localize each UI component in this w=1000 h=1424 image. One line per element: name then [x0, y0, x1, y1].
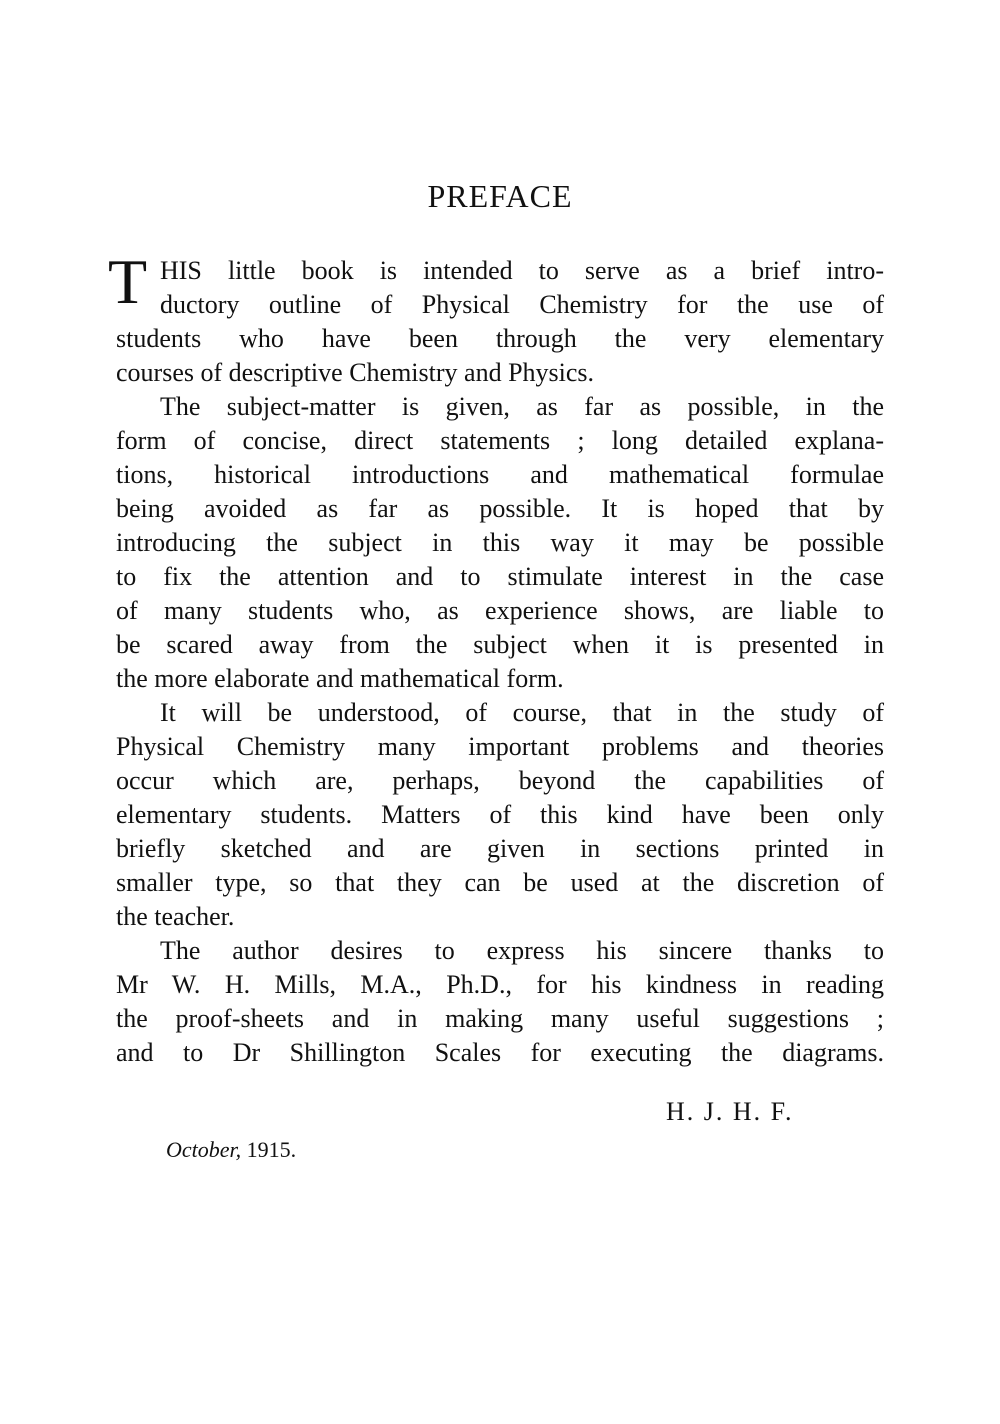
text-line: be scared away from the subject when it is presented in [116, 630, 884, 659]
drop-cap: T [108, 246, 148, 317]
text-line: form of concise, direct statements ; long detailed explana- [116, 426, 884, 455]
text-line: HIS little book is intended to serve as a brief intro- [160, 256, 884, 285]
text-line: elementary students. Matters of this kind have been only [116, 800, 884, 829]
text-line: courses of descriptive Chemistry and Physics. [116, 358, 595, 387]
text-line: the proof-sheets and in making many useful suggestions ; [116, 1004, 884, 1033]
text-line: ductory outline of Physical Chemistry for the use of [160, 290, 884, 319]
text-line: being avoided as far as possible. It is hoped that by [116, 494, 884, 523]
date-year: 1915. [246, 1137, 297, 1162]
text-line: to fix the attention and to stimulate interest in the case [116, 562, 884, 591]
text-line: the teacher. [116, 902, 235, 931]
signature: H. J. H. F. [666, 1097, 794, 1126]
text-line: students who have been through the very elementary [116, 324, 884, 353]
date-month: October, [166, 1137, 242, 1162]
text-line: smaller type, so that they can be used at the discretion of [116, 868, 884, 897]
date [166, 1135, 296, 1165]
page-title: PREFACE [427, 178, 573, 214]
text-line: and to Dr Shillington Scales for executing the diagrams. [116, 1038, 884, 1067]
text-line: introducing the subject in this way it may be possible [116, 528, 884, 557]
text-line: occur which are, perhaps, beyond the capabilities of [116, 766, 884, 795]
text-line: The subject-matter is given, as far as possible, in the [160, 392, 884, 421]
text-line: briefly sketched and are given in sections printed in [116, 834, 884, 863]
text-line: Physical Chemistry many important problems and theories [116, 732, 884, 761]
text-line: The author desires to express his sincere thanks to [160, 936, 884, 965]
text-line: of many students who, as experience shows, are liable to [116, 596, 884, 625]
text-line: Mr W. H. Mills, M.A., Ph.D., for his kindness in reading [116, 970, 884, 999]
text-line: tions, historical introductions and mathematical formulae [116, 460, 884, 489]
text-line: the more elaborate and mathematical form. [116, 664, 564, 693]
text-line: It will be understood, of course, that in the study of [160, 698, 884, 727]
